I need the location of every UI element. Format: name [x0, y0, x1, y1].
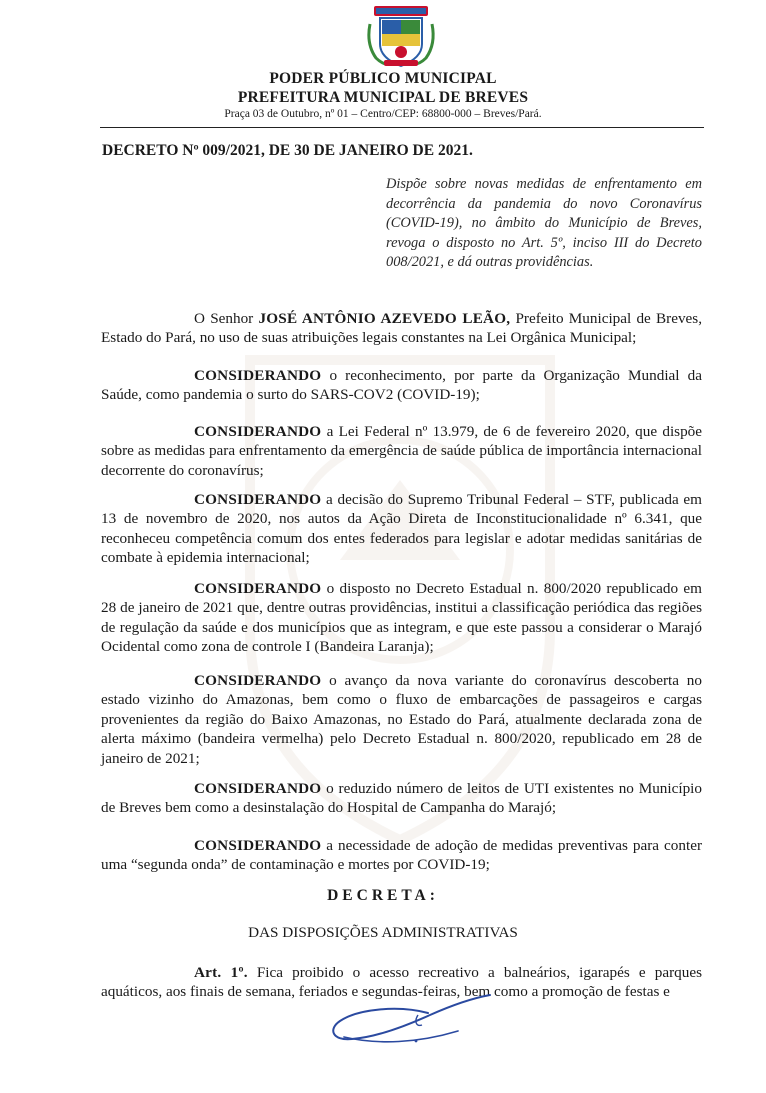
- considerando-5: CONSIDERANDO o avanço da nova variante do coronavírus descoberta no estado vizinho do Amazonas, bem como o fluxo de embarcações de passageiros e cargas provenientes da região do Baixo Amazonas, no Estado do Pará, atualmente declarada zona de alerta máximo (bandeira vermelha) pelo Decreto Estadual n. 800/2020, republicado em 28 de janeiro de 2021;: [101, 672, 702, 767]
- section-title: DAS DISPOSIÇÕES ADMINISTRATIVAS: [248, 924, 518, 941]
- considerando-3: CONSIDERANDO a decisão do Supremo Tribunal Federal – STF, publicada em 13 de novembro de 2020, nos autos da Ação Direta de Inconstitucionalidade nº 6.341, que reconheceu competência comum dos entes federados para legislar e adotar medidas sanitárias de combate à epidemia internacional;: [101, 491, 702, 567]
- preamble: O Senhor JOSÉ ANTÔNIO AZEVEDO LEÃO, Prefeito Municipal de Breves, Estado do Pará, no uso de suas atribuições legais constantes na Lei Orgânica Municipal;: [101, 310, 703, 347]
- header-divider: [100, 127, 704, 128]
- considerando-7: CONSIDERANDO a necessidade de adoção de medidas preventivas para conter uma “segunda onda” de contaminação e mortes por COVID-19;: [101, 837, 702, 874]
- municipal-coat-of-arms-icon: [364, 4, 438, 70]
- considerando-1: CONSIDERANDO o reconhecimento, por parte da Organização Mundial da Saúde, como pandemia o surto do SARS-COV2 (COVID-19);: [101, 367, 702, 404]
- considerando-4: CONSIDERANDO o disposto no Decreto Estadual n. 800/2020 republicado em 28 de janeiro de 2021 que, dentre outras providências, institui a classificação periódica das regiões de regulação da saúde e dos municípios que as integram, e que este passou a considerar o Marajó Ocidental como zona de controle I (Bandeira Laranja);: [101, 580, 702, 656]
- considerando-2: CONSIDERANDO a Lei Federal nº 13.979, de 6 de fevereiro 2020, que dispõe sobre as medidas para enfrentamento da emergência de saúde pública de importância internacional decorrente do coronavírus;: [101, 423, 702, 479]
- header-line-1: PODER PÚBLICO MUNICIPAL: [269, 70, 497, 87]
- ementa: Dispõe sobre novas medidas de enfrentamento em decorrência da pandemia do novo Coronavírus (COVID-19), no âmbito do Município de Breves, revoga o disposto no Art. 5º, inciso III do Decreto 008/2021, e dá outras providências.: [386, 176, 702, 271]
- considerando-6: CONSIDERANDO o reduzido número de leitos de UTI existentes no Município de Breves bem como a desinstalação do Hospital de Campanha do Marajó;: [101, 780, 702, 817]
- decree-title: DECRETO Nº 009/2021, DE 30 DE JANEIRO DE 2021.: [102, 142, 473, 159]
- mayor-name: JOSÉ ANTÔNIO AZEVEDO LEÃO,: [258, 310, 511, 327]
- decreta-heading: DECRETA:: [327, 887, 439, 904]
- handwritten-signature-icon: [318, 985, 508, 1065]
- article-1: Art. 1º. Fica proibido o acesso recreativo a balneários, igarapés e parques aquáticos, aos finais de semana, feriados e segundas-feiras, bem como a promoção de festas e: [101, 964, 702, 1001]
- header-line-2: PREFEITURA MUNICIPAL DE BREVES: [237, 89, 529, 106]
- header-address: Praça 03 de Outubro, nº 01 – Centro/CEP: 68800-000 – Breves/Pará.: [224, 108, 542, 120]
